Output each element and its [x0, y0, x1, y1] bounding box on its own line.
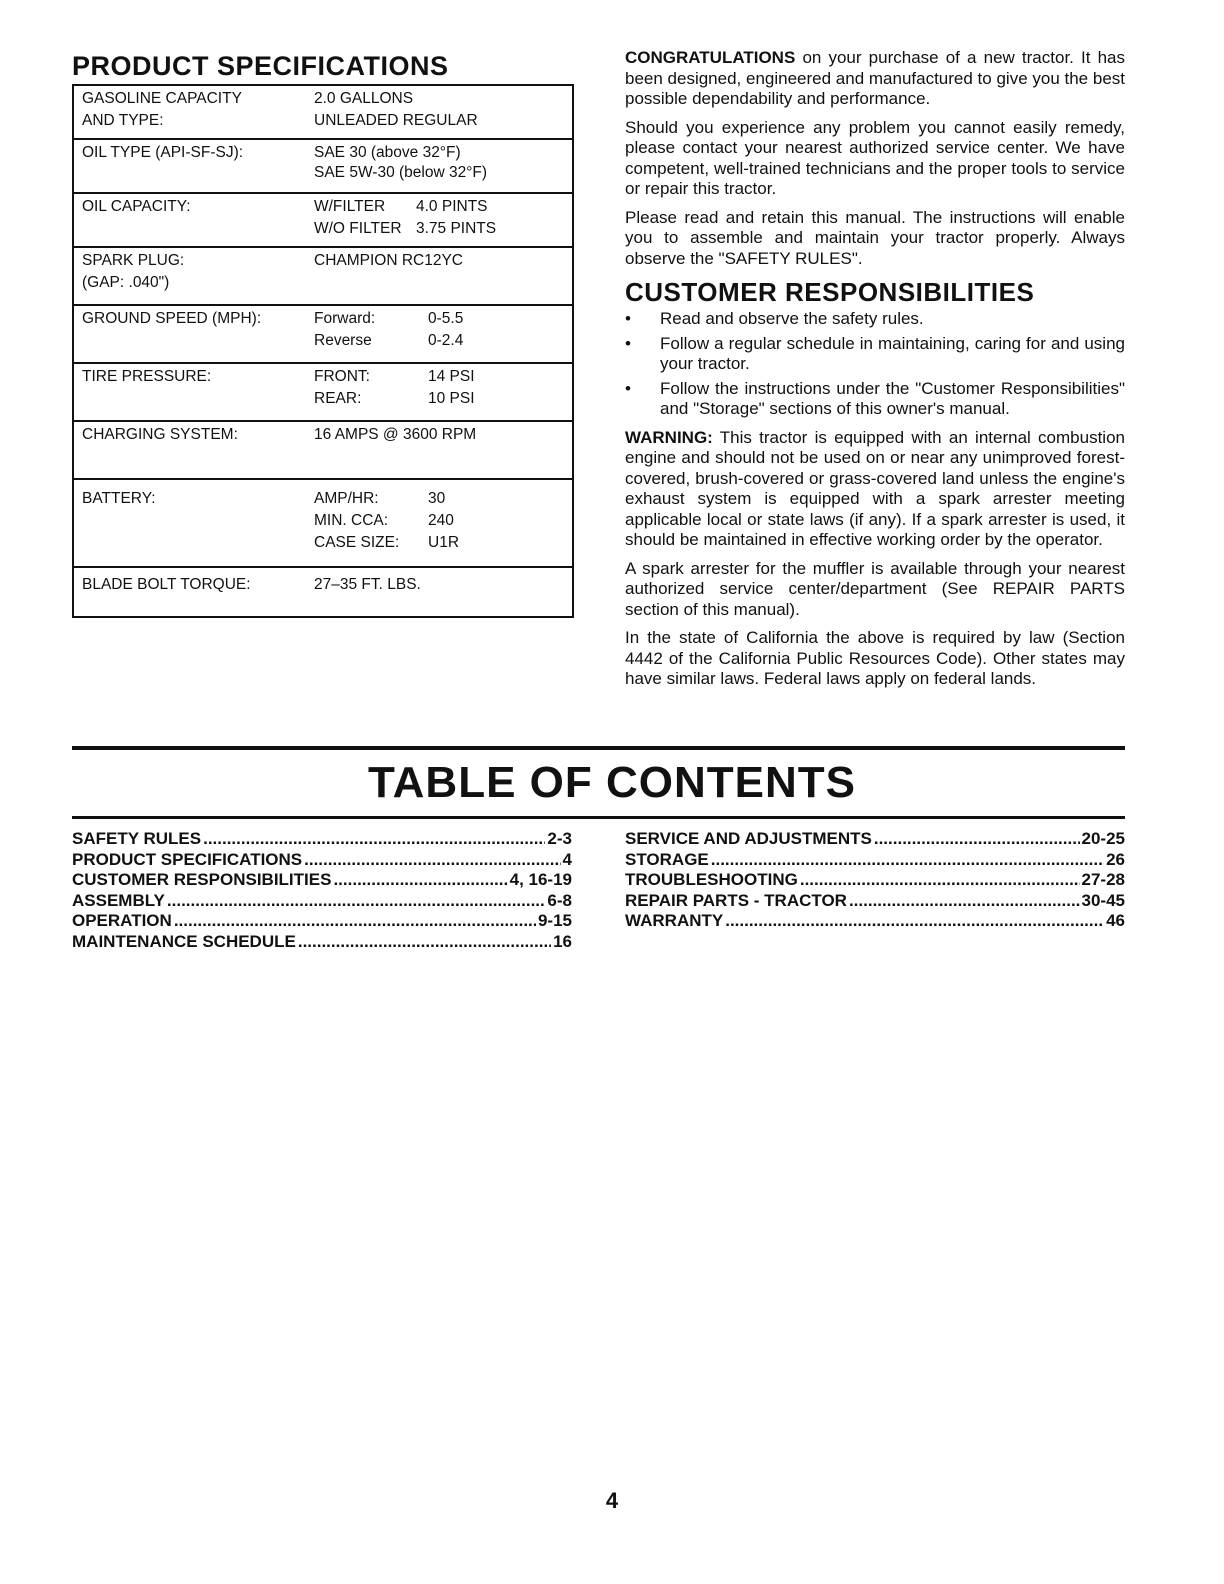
spec-value: 0-5.5 — [428, 310, 464, 327]
spec-key: W/FILTER — [314, 198, 386, 215]
spec-label: AND TYPE: — [82, 112, 164, 129]
toc-entry[interactable] — [72, 911, 572, 932]
divider — [72, 746, 1125, 750]
spec-value: 3.75 PINTS — [416, 220, 497, 237]
spec-row-charging-system — [74, 422, 572, 480]
spec-row-ground-speed — [74, 306, 572, 364]
product-specifications-section — [72, 50, 574, 618]
spec-row-spark-plug — [74, 248, 572, 306]
toc-entry-page: 16 — [553, 931, 572, 951]
dot-leader — [167, 891, 546, 912]
dot-leader — [203, 829, 545, 850]
dot-leader — [298, 932, 551, 953]
toc-entry-page: 27-28 — [1081, 870, 1125, 889]
spec-label: OIL CAPACITY: — [82, 198, 191, 215]
toc-entry-label: ASSEMBLY — [72, 890, 165, 910]
specifications-table — [72, 84, 574, 618]
service-paragraph: Should you experience any problem you cannot easily remedy, please contact your nearest authorized service center. We have competent, well-trained technicians and the proper tools to service or repair this tractor. — [625, 117, 1125, 198]
spec-row-tire-pressure — [74, 364, 572, 422]
dot-leader — [304, 850, 560, 871]
toc-entry-page: 20-25 — [1081, 829, 1125, 848]
spec-value: 30 — [428, 490, 446, 507]
responsibilities-list — [625, 309, 1125, 420]
toc-entry-label: STORAGE — [625, 849, 709, 869]
retain-manual-paragraph: Please read and retain this manual. The instructions will enable you to assemble and maintain your tractor properly. Always observe the "SAFETY RULES". — [625, 207, 1125, 268]
spec-value: SAE 5W-30 (below 32°F) — [314, 164, 488, 181]
toc-entry-label: PRODUCT SPECIFICATIONS — [72, 849, 303, 869]
spec-label: TIRE PRESSURE: — [82, 368, 212, 385]
bullet-icon: • — [625, 309, 631, 328]
spec-value: U1R — [428, 534, 460, 551]
warning-lead: WARNING: — [625, 427, 713, 447]
spec-key: W/O FILTER — [314, 220, 402, 237]
spec-label: GASOLINE CAPACITY — [82, 90, 242, 107]
toc-entry[interactable] — [625, 891, 1125, 912]
spec-value: 16 AMPS @ 3600 RPM — [314, 426, 477, 443]
spec-label: GROUND SPEED (MPH): — [82, 310, 262, 327]
dot-leader — [711, 850, 1104, 871]
spec-label: CHARGING SYSTEM: — [82, 426, 238, 443]
toc-entry-page: 2-3 — [547, 829, 572, 848]
spec-value: 27–35 FT. LBS. — [314, 576, 421, 593]
spark-arrester-paragraph: A spark arrester for the muffler is available through your nearest authorized service center/department (See REPAIR PARTS section of this manual). — [625, 558, 1125, 619]
spec-row-gasoline — [74, 86, 572, 140]
list-item: • Follow the instructions under the "Customer Responsibilities" and "Storage" sections of this owner's manual. — [625, 378, 1125, 418]
toc-entry[interactable] — [72, 850, 572, 871]
dot-leader — [874, 829, 1080, 850]
toc-entry-label: OPERATION — [72, 911, 172, 930]
toc-entry[interactable] — [72, 891, 572, 912]
toc-entry-page: 30-45 — [1081, 890, 1125, 910]
spec-value: 240 — [428, 512, 454, 529]
spec-label: (GAP: .040") — [82, 274, 170, 291]
list-item: • Read and observe the safety rules. — [625, 309, 924, 328]
dot-leader — [174, 911, 536, 932]
spec-row-oil-capacity — [74, 194, 572, 248]
spec-value: 14 PSI — [428, 368, 475, 385]
spec-key: Reverse — [314, 332, 372, 349]
spec-key: AMP/HR: — [314, 490, 379, 507]
toc-entry-label: REPAIR PARTS - TRACTOR — [625, 890, 847, 910]
toc-entry-page: 46 — [1106, 911, 1125, 930]
spec-row-oil-type — [74, 140, 572, 194]
toc-entry-label: SERVICE AND ADJUSTMENTS — [625, 829, 872, 848]
spec-row-battery — [74, 480, 572, 568]
spec-key: MIN. CCA: — [314, 512, 389, 529]
dot-leader — [333, 870, 507, 891]
spec-key: FRONT: — [314, 368, 370, 385]
congratulations-lead: CONGRATULATIONS — [625, 48, 796, 67]
dot-leader — [725, 911, 1104, 932]
toc-entry-page: 26 — [1106, 849, 1125, 869]
dot-leader — [849, 891, 1080, 912]
toc-entry-label: WARRANTY — [625, 911, 724, 930]
congratulations-paragraph: CONGRATULATIONS on your purchase of a new tractor. It has been designed, engineered and manufactured to give you the best possible dependability and performance. — [625, 48, 1125, 108]
specifications-title: PRODUCT SPECIFICATIONS — [72, 51, 449, 81]
customer-responsibilities-title: CUSTOMER RESPONSIBILITIES — [625, 277, 1035, 307]
introduction-section — [625, 48, 1125, 698]
bullet-icon: • — [625, 333, 631, 353]
toc-entry-label: TROUBLESHOOTING — [625, 870, 798, 889]
spec-label: BATTERY: — [82, 490, 156, 507]
toc-entry[interactable] — [72, 870, 572, 891]
bullet-icon: • — [625, 378, 631, 398]
spec-value: CHAMPION RC12YC — [314, 252, 463, 269]
spec-key: REAR: — [314, 390, 362, 407]
toc-entry-label: MAINTENANCE SCHEDULE — [72, 931, 296, 951]
spec-value: SAE 30 (above 32°F) — [314, 144, 461, 161]
warning-paragraph: WARNING: This tractor is equipped with an internal combustion engine and should not be used on or near any unimproved forest-covered, brush-covered or grass-covered land unless the engine's exhaust system is equipped with a spark arrester meeting applicable local or state laws (if any). If a spark arrester is used, it should be maintained in effective working order by the operator. — [625, 427, 1125, 549]
toc-entry-label: CUSTOMER RESPONSIBILITIES — [72, 870, 332, 889]
table-of-contents-title: TABLE OF CONTENTS — [368, 758, 856, 807]
spec-label: OIL TYPE (API-SF-SJ): — [82, 144, 244, 161]
toc-entry-label: SAFETY RULES — [72, 829, 202, 848]
toc-entry[interactable] — [625, 911, 1125, 932]
california-paragraph: In the state of California the above is required by law (Section 4442 of the California Public Resources Code). Other states may have similar laws. Federal laws apply on federal lands. — [625, 628, 1125, 688]
toc-left-column — [72, 829, 572, 952]
spec-value: 4.0 PINTS — [416, 198, 488, 215]
toc-entry-page: 4, 16-19 — [509, 870, 572, 889]
page-number: 4 — [605, 1488, 619, 1513]
spec-value: 10 PSI — [428, 390, 475, 407]
toc-entry[interactable] — [625, 850, 1125, 871]
toc-right-column — [625, 829, 1125, 932]
toc-entry[interactable] — [625, 829, 1125, 850]
toc-entry[interactable] — [625, 870, 1125, 891]
spec-key: Forward: — [314, 310, 376, 327]
spec-value: 0-2.4 — [428, 332, 464, 349]
toc-entry-page: 4 — [562, 849, 572, 869]
dot-leader — [800, 870, 1080, 891]
toc-entry-page: 9-15 — [537, 911, 572, 930]
toc-entry[interactable] — [72, 932, 572, 953]
spec-value: UNLEADED REGULAR — [314, 112, 478, 129]
spec-value: 2.0 GALLONS — [314, 90, 414, 107]
spec-row-blade-bolt-torque — [74, 568, 572, 616]
spec-key: CASE SIZE: — [314, 534, 400, 551]
toc-entry[interactable] — [72, 829, 572, 850]
spec-label: BLADE BOLT TORQUE: — [82, 576, 251, 593]
divider — [72, 816, 1125, 819]
list-item: • Follow a regular schedule in maintaining, caring for and using your tractor. — [625, 333, 1125, 373]
toc-entry-page: 6-8 — [547, 890, 572, 910]
spec-label: SPARK PLUG: — [82, 252, 185, 269]
